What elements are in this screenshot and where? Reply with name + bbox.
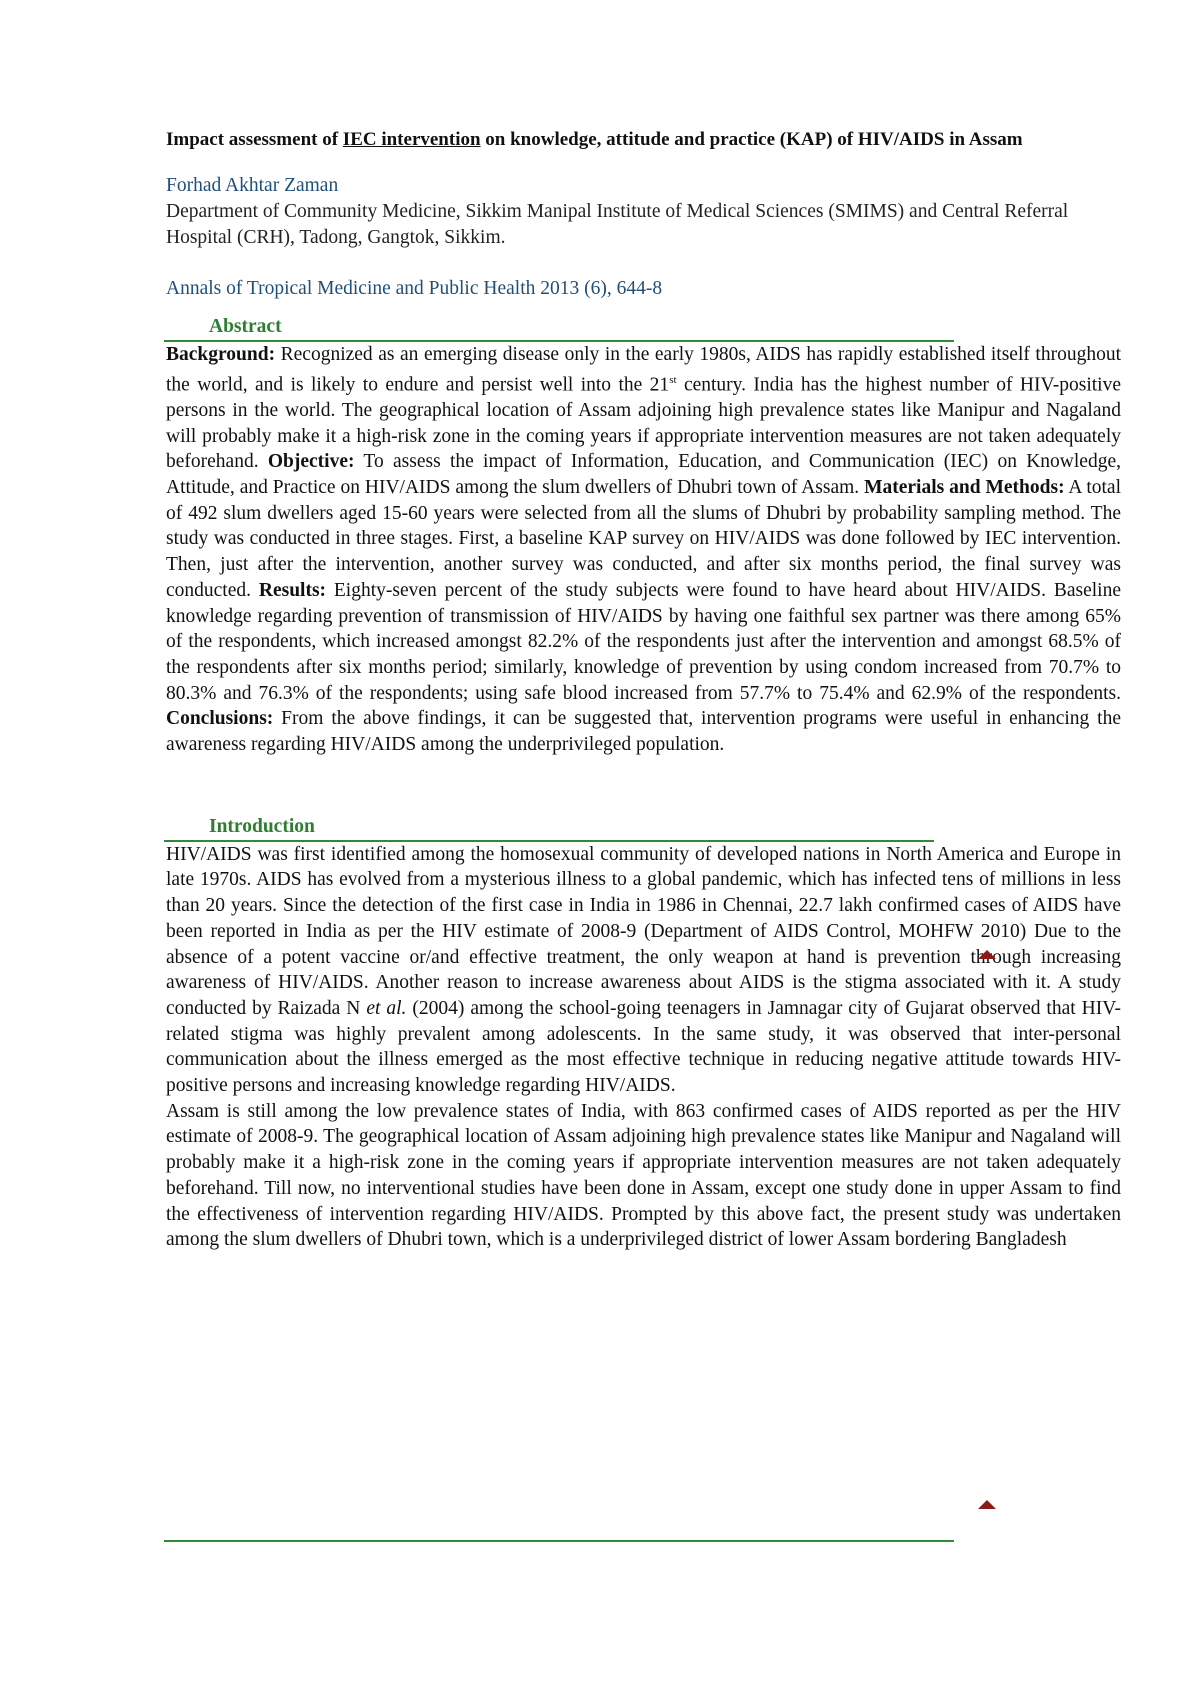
back-to-top-arrow-icon[interactable]: [978, 950, 996, 959]
title-text-end: on knowledge, attitude and practice (KAP) of HIV/AIDS in Assam: [480, 129, 1023, 150]
methods-label: Materials and Methods:: [864, 477, 1065, 499]
abstract-text: [166, 342, 1121, 758]
intro-para1-text-a: HIV/AIDS was first identified among the homosexual community of developed nations in North America and Europe in late 1970s. AIDS has evolved from a mysterious illness to a global pandemic, which has infected tens of millions in less than 20 years. Since the detection of the first case in India in 1986 in Chennai, 22.7 lakh confirmed cases of AIDS have been reported in India as per the HIV estimate of 2008-9 (Department of AIDS Control, MOHFW 2010) Due to the absence of a potent vaccine or/and effective treatment, the only weapon at hand is prevention through increasing awareness of HIV/AIDS. Another reason to increase awareness about AIDS is the stigma associated with it. A study conducted by Raizada N: [166, 843, 1121, 1019]
results-label: Results:: [258, 579, 327, 601]
section-end-rule: [164, 1540, 954, 1542]
abstract-heading: Abstract: [209, 316, 282, 337]
objective-text: To assess the impact of Information, Education, and Communication (IEC) on Knowledge, Attitude, and Practice on HIV/AIDS among the slum dwellers of Dhubri town of Assam.: [166, 451, 1121, 499]
ordinal-superscript: st: [669, 373, 677, 386]
conclusions-label: Conclusions:: [166, 708, 274, 730]
article-title: [166, 126, 1121, 153]
title-text-start: Impact assessment of: [166, 129, 343, 150]
back-to-top-arrow-icon[interactable]: [978, 1500, 996, 1509]
author-affiliation: Department of Community Medicine, Sikkim Manipal Institute of Medical Sciences (SMIMS) and Central Referral Hospital (CRH), Tadong, Gangtok, Sikkim.: [166, 201, 1069, 248]
journal-citation[interactable]: Annals of Tropical Medicine and Public Health 2013 (6), 644-8: [166, 278, 663, 299]
introduction-paragraph-2: Assam is still among the low prevalence states of India, with 863 confirmed cases of AIDS reported as per the HIV estimate of 2008-9. The geographical location of Assam adjoining high prevalence states like Manipur and Nagaland will probably make it a high-risk zone in the coming years if appropriate intervention measures are not taken adequately beforehand. Till now, no interventional studies have been done in Assam, except one study done in upper Assam to find the effectiveness of intervention regarding HIV/AIDS. Prompted by this above fact, the present study was undertaken among the slum dwellers of Dhubri town, which is a underprivileged district of lower Assam bordering Bangladesh: [166, 1100, 1121, 1251]
introduction-heading: Introduction: [209, 815, 315, 837]
author-name[interactable]: Forhad Akhtar Zaman: [166, 175, 339, 196]
introduction-heading-rule: [164, 810, 934, 842]
background-label: Background:: [166, 344, 276, 365]
results-text: Eighty-seven percent of the study subjects were found to have heard about HIV/AIDS. Baseline knowledge regarding prevention of transmission of HIV/AIDS by having one faithful sex partner was there among 65% of the respondents, which increased amongst 82.2% of the respondents just after the intervention and amongst 68.5% of the respondents after six months period; similarly, knowledge of prevention by using condom increased from 70.7% to 80.3% and 76.3% of the respondents; using safe blood increased from 57.7% to 75.4% and 62.9% of the respondents.: [166, 579, 1121, 704]
title-link[interactable]: IEC intervention: [342, 129, 481, 150]
background-text-b: century. India has the highest number of HIV-positive persons in the world. The geographical location of Assam adjoining high prevalence states like Manipur and Nagaland will probably make it a high-risk zone in the coming years if appropriate intervention measures are not taken adequately beforehand.: [166, 374, 1122, 473]
et-al: et al.: [366, 997, 407, 1019]
objective-label: Objective:: [267, 451, 355, 473]
methods-text: A total of 492 slum dwellers aged 15-60 years were selected from all the slums of Dhubri by probability sampling method. The study was conducted in three stages. First, a baseline KAP survey on HIV/AIDS was done followed by IEC intervention. Then, just after the intervention, another survey was conducted, and after six months period, the final survey was conducted.: [166, 477, 1121, 601]
background-text-a: Recognized as an emerging disease only in the early 1980s, AIDS has rapidly established itself throughout the world, and is likely to endure and persist well into the 21: [166, 344, 1121, 396]
conclusions-text: From the above findings, it can be suggested that, intervention programs were useful in enhancing the awareness regarding HIV/AIDS among the underprivileged population.: [166, 708, 1121, 756]
abstract-heading-rule: [164, 310, 954, 342]
article: [166, 126, 1121, 1253]
intro-para1-text-b: (2004) among the school-going teenagers in Jamnagar city of Gujarat observed that HIV-related stigma was highly prevalent among adolescents. In the same study, it was observed that inter-personal communication about the illness emerged as the most effective technique in reducing negative attitude towards HIV-positive persons and increasing knowledge regarding HIV/AIDS.: [166, 997, 1121, 1097]
introduction-paragraph-1: [166, 842, 1121, 1099]
